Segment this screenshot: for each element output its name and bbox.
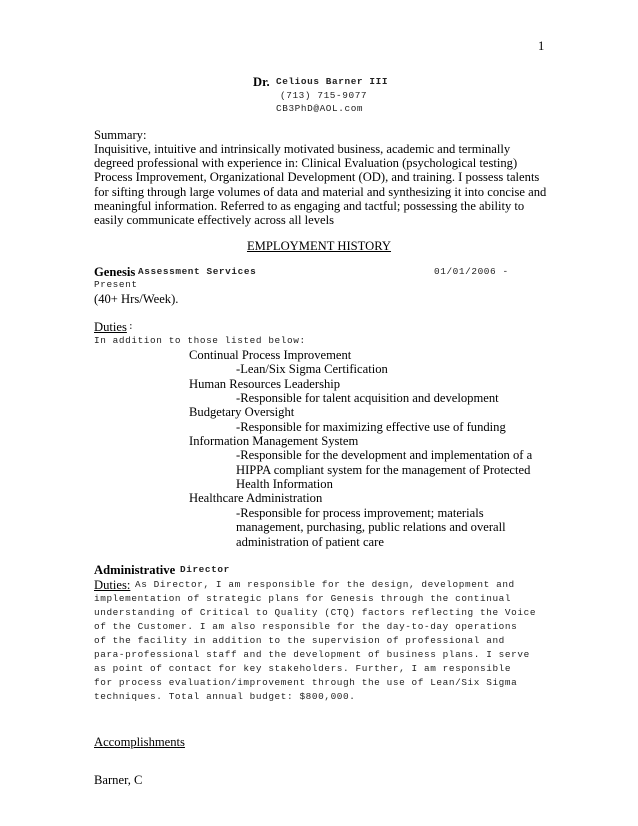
header-title: Dr. — [253, 75, 270, 89]
admin-line: understanding of Critical to Quality (CTQ) factors reflecting the Voice — [94, 607, 537, 618]
summary-line: Process Improvement, Organizational Development (OD), and training. I possess talents — [94, 170, 540, 184]
admin-line: As Director, I am responsible for the design, development and — [135, 579, 515, 590]
accomplishments-heading: Accomplishments — [94, 735, 185, 749]
summary-line: for sifting through large volumes of data and material and synthesizing it into concise and — [94, 185, 547, 199]
duty-desc: -Lean/Six Sigma Certification — [236, 362, 388, 376]
duty-desc: management, purchasing, public relations and overall — [236, 520, 506, 534]
summary-heading: Summary: — [94, 128, 147, 142]
duty-title: Budgetary Oversight — [189, 405, 295, 419]
admin-line: para-professional staff and the development of business plans. I serve — [94, 649, 530, 660]
end-date: Present — [94, 279, 138, 290]
header-phone: (713) 715-9077 — [280, 90, 368, 101]
admin-line: as point of contact for key stakeholders. Further, I am responsible — [94, 663, 512, 674]
summary-line: degreed professional with experience in: Clinical Evaluation (psychological testing) — [94, 156, 518, 170]
duty-title: Human Resources Leadership — [189, 377, 341, 391]
admin-title: Administrative — [94, 563, 176, 577]
summary-line: Inquisitive, intuitive and intrinsically motivated business, academic and terminally — [94, 142, 511, 156]
duty-desc: -Responsible for the development and implementation of a — [236, 448, 533, 462]
admin-title-rest: Director — [180, 564, 230, 575]
header-name: Celious Barner III — [276, 76, 389, 87]
duty-title: Healthcare Administration — [189, 491, 323, 505]
duties-label: Duties — [94, 320, 127, 334]
hours: (40+ Hrs/Week). — [94, 292, 179, 306]
admin-line: techniques. Total annual budget: $800,000. — [94, 691, 356, 702]
admin-line: for process evaluation/improvement through the use of Lean/Six Sigma — [94, 677, 518, 688]
duty-title: Information Management System — [189, 434, 359, 448]
employment-heading: EMPLOYMENT HISTORY — [246, 239, 392, 253]
admin-line: of the Customer. I am also responsible for the day-to-day operations — [94, 621, 518, 632]
duty-desc: -Responsible for talent acquisition and development — [236, 391, 499, 405]
duties-colon: : — [128, 321, 135, 332]
admin-line: implementation of strategic plans for Genesis through the continual — [94, 593, 512, 604]
duty-desc: -Responsible for maximizing effective use of funding — [236, 420, 506, 434]
duty-title: Continual Process Improvement — [189, 348, 352, 362]
summary-line: meaningful information. Referred to as engaging and tactful; possessing the ability to — [94, 199, 525, 213]
duties-intro: In addition to those listed below: — [94, 335, 306, 346]
company-name-rest: Assessment Services — [138, 266, 257, 277]
duty-desc: -Responsible for process improvement; materials — [236, 506, 484, 520]
header-email: CB3PhD@AOL.com — [276, 103, 364, 114]
footer-text: Barner, C — [94, 773, 143, 787]
start-date: 01/01/2006 - — [434, 266, 509, 277]
admin-line: of the facility in addition to the supervision of professional and — [94, 635, 505, 646]
duty-desc: HIPPA compliant system for the management of Protected — [236, 463, 531, 477]
duty-desc: administration of patient care — [236, 535, 384, 549]
summary-line: easily communicate effectively across all levels — [94, 213, 335, 227]
company-name: Genesis — [94, 265, 136, 279]
duty-desc: Health Information — [236, 477, 333, 491]
page-number: 1 — [538, 39, 545, 53]
admin-duties-label: Duties: — [94, 578, 131, 592]
